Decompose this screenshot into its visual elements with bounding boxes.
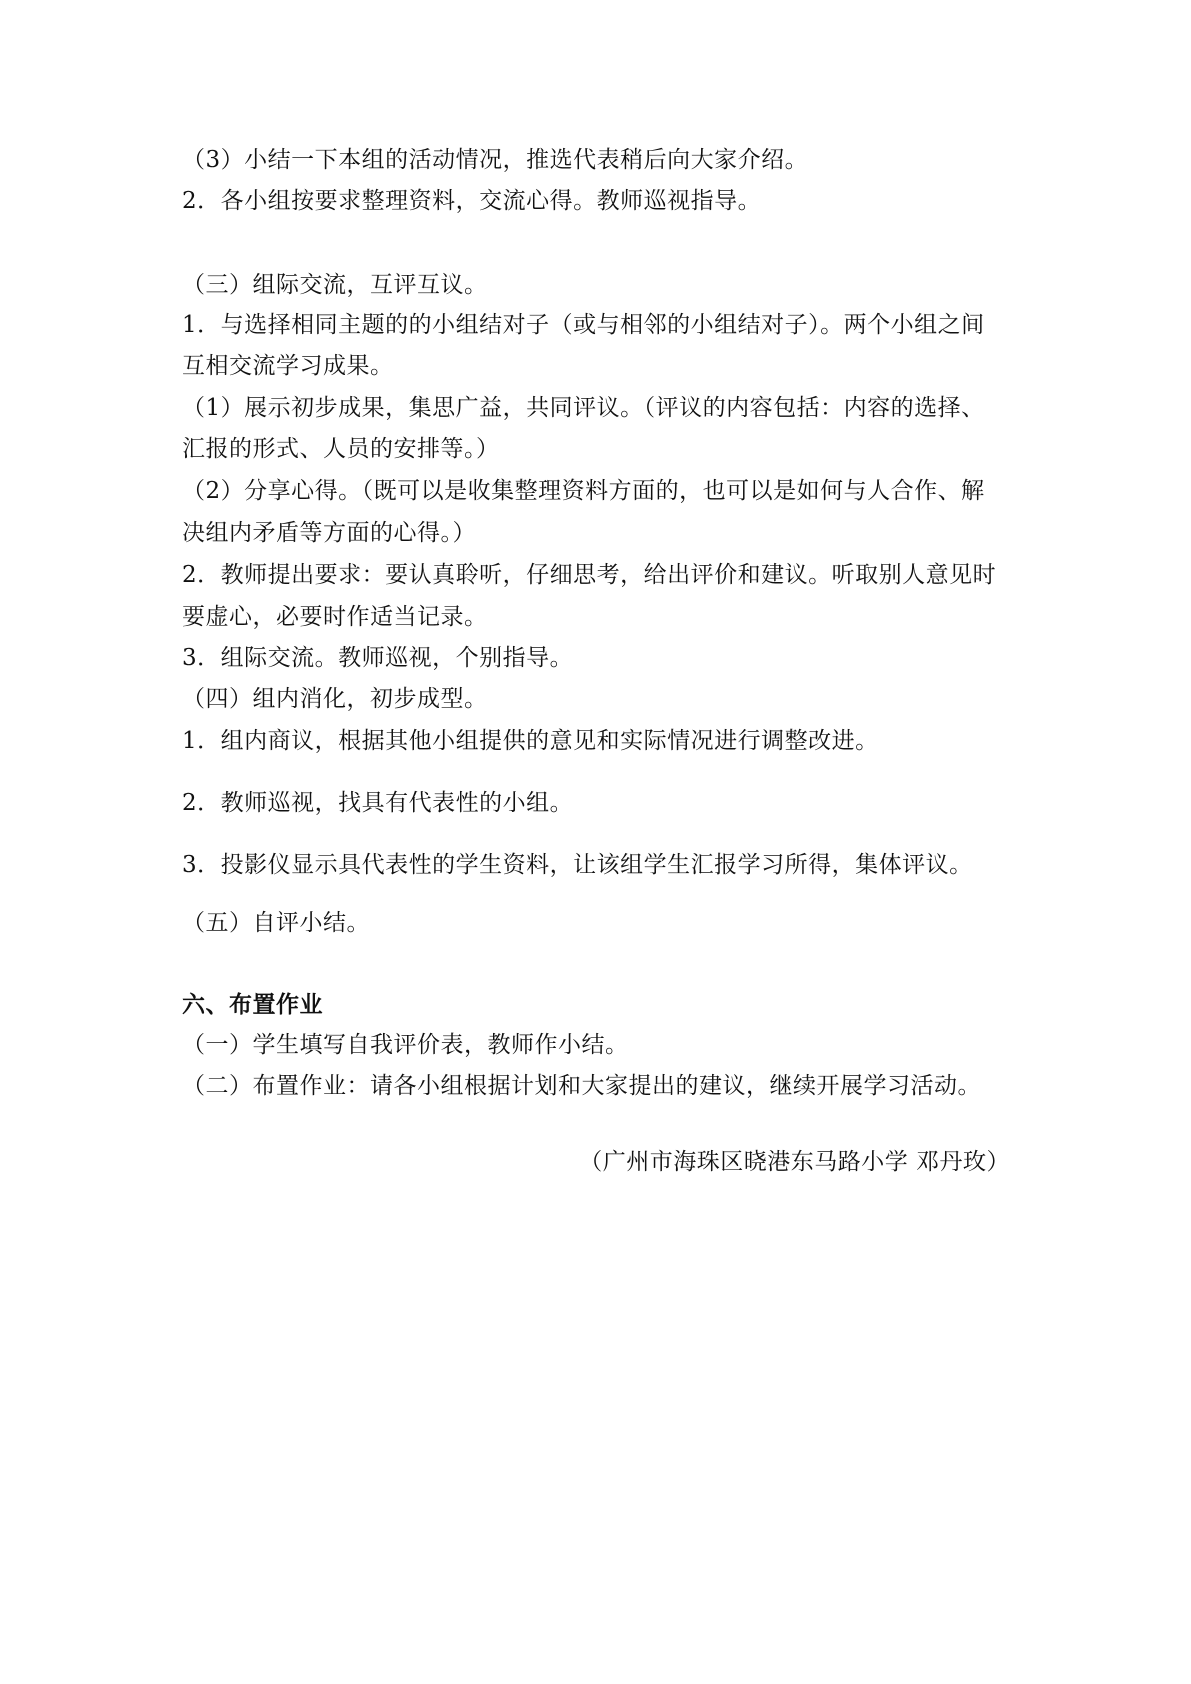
paragraph-line: 决组内矛盾等方面的心得。） xyxy=(182,520,476,546)
subsection-heading: （三）组际交流，互评互议。 xyxy=(182,272,488,298)
paragraph-line: 互相交流学习成果。 xyxy=(182,353,394,379)
section-heading: 六、布置作业 xyxy=(182,992,323,1018)
paragraph-line: 汇报的形式、人员的安排等。） xyxy=(182,436,500,462)
paragraph-line: （3）小结一下本组的活动情况，推选代表稍后向大家介绍。 xyxy=(182,147,809,173)
paragraph-line: （一）学生填写自我评价表，教师作小结。 xyxy=(182,1032,629,1058)
subsection-heading: （四）组内消化，初步成型。 xyxy=(182,686,488,712)
paragraph-line: （二）布置作业：请各小组根据计划和大家提出的建议，继续开展学习活动。 xyxy=(182,1073,981,1099)
subsection-heading: （五）自评小结。 xyxy=(182,910,370,936)
paragraph-line: 要虚心，必要时作适当记录。 xyxy=(182,604,488,630)
paragraph-line: 3．组际交流。教师巡视，个别指导。 xyxy=(182,645,574,671)
paragraph-line: （2）分享心得。（既可以是收集整理资料方面的，也可以是如何与人合作、解 xyxy=(182,478,985,504)
paragraph-line: 2．教师提出要求：要认真聆听，仔细思考，给出评价和建议。听取别人意见时 xyxy=(182,562,997,588)
paragraph-line: 3．投影仪显示具代表性的学生资料，让该组学生汇报学习所得，集体评议。 xyxy=(182,852,973,878)
paragraph-line: 2．教师巡视，找具有代表性的小组。 xyxy=(182,790,574,816)
paragraph-line: 2．各小组按要求整理资料，交流心得。教师巡视指导。 xyxy=(182,188,762,214)
paragraph-line: （1）展示初步成果，集思广益，共同评议。（评议的内容包括：内容的选择、 xyxy=(182,395,985,421)
paragraph-line: 1．与选择相同主题的的小组结对子（或与相邻的小组结对子）。两个小组之间 xyxy=(182,312,985,338)
paragraph-line: 1．组内商议，根据其他小组提供的意见和实际情况进行调整改进。 xyxy=(182,728,879,754)
author-signature: （广州市海珠区晓港东马路小学 邓丹玫） xyxy=(579,1149,1010,1175)
